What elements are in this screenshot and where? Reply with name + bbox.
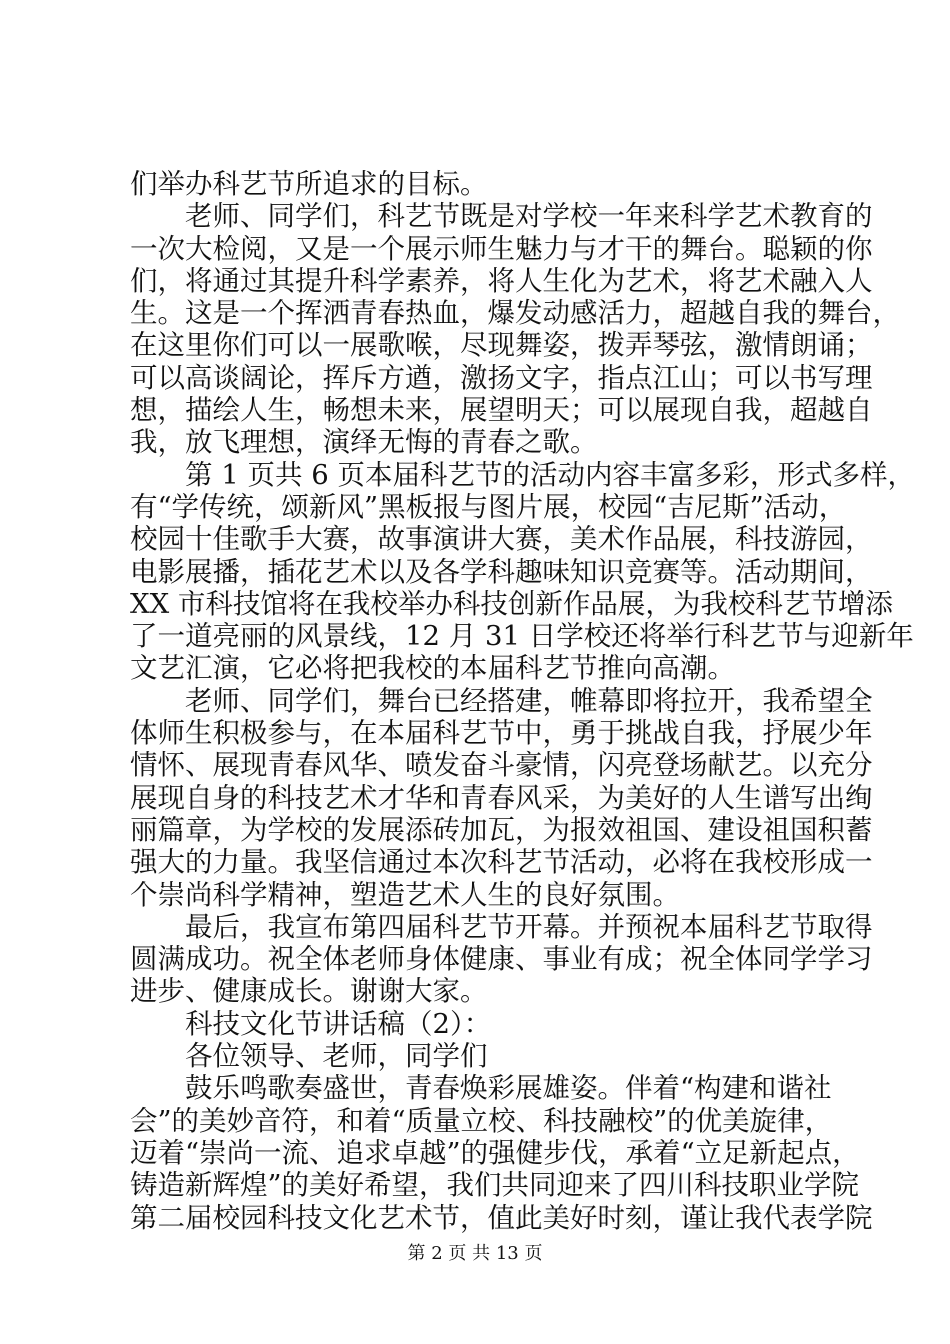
text-line: 了一道亮丽的风景线，12 月 31 日学校还将举行科艺节与迎新年 bbox=[130, 620, 914, 653]
text-line: 体师生积极参与，在本届科艺节中，勇于挑战自我，抒展少年 bbox=[130, 717, 873, 750]
text-line: 们举办科艺节所追求的目标。 bbox=[130, 168, 488, 200]
text-line: 可以高谈阔论，挥斥方遒，激扬文字，指点江山；可以书写理 bbox=[130, 361, 873, 394]
text-line: 有“学传统，颂新风”黑板报与图片展，校园“吉尼斯”活动， bbox=[130, 490, 847, 523]
text-line: 在这里你们可以一展歌喉，尽现舞姿，拨弄琴弦，激情朗诵； bbox=[130, 329, 873, 362]
text-line: 最后，我宣布第四届科艺节开幕。并预祝本届科艺节取得 bbox=[130, 910, 873, 943]
text-line: 会”的美妙音符，和着“质量立校、科技融校”的优美旋律， bbox=[130, 1104, 833, 1137]
text-line: 强大的力量。我坚信通过本次科艺节活动，必将在我校形成一 bbox=[130, 846, 873, 879]
text-line: 第二届校园科技文化艺术节，值此美好时刻，谨让我代表学院 bbox=[130, 1201, 873, 1234]
text-line: 想，描绘人生，畅想未来，展望明天；可以展现自我，超越自 bbox=[130, 394, 873, 427]
text-line: 生。这是一个挥洒青春热血，爆发动感活力，超越自我的舞台， bbox=[130, 297, 900, 330]
text-line: 老师、同学们，科艺节既是对学校一年来科学艺术教育的 bbox=[130, 200, 873, 233]
text-line: 丽篇章，为学校的发展添砖加瓦，为报效祖国、建设祖国积蓄 bbox=[130, 813, 873, 846]
text-line: 迈着“崇尚一流、追求卓越”的强健步伐，承着“立足新起点， bbox=[130, 1136, 860, 1169]
section-heading: 科技文化节讲话稿（2）： bbox=[130, 1007, 492, 1040]
text-line: 们，将通过其提升科学素养，将人生化为艺术，将艺术融入人 bbox=[130, 264, 873, 297]
text-line: 展现自身的科技艺术才华和青春风采，为美好的人生谱写出绚 bbox=[130, 781, 873, 814]
document-body bbox=[130, 168, 915, 1234]
text-line: 电影展播，插花艺术以及各学科趣味知识竞赛等。活动期间， bbox=[130, 555, 873, 588]
text-line: 老师、同学们，舞台已经搭建，帷幕即将拉开，我希望全 bbox=[130, 684, 873, 717]
text-line: 鼓乐鸣歌奏盛世，青春焕彩展雄姿。伴着“构建和谐社 bbox=[130, 1072, 832, 1105]
text-line: XX 市科技馆将在我校举办科技创新作品展，为我校科艺节增添 bbox=[130, 587, 893, 620]
text-line: 校园十佳歌手大赛，故事演讲大赛，美术作品展，科技游园， bbox=[130, 523, 873, 556]
text-line: 我，放飞理想，演绎无悔的青春之歌。 bbox=[130, 426, 598, 459]
text-line: 第 1 页共 6 页本届科艺节的活动内容丰富多彩，形式多样， bbox=[130, 458, 915, 491]
text-line: 铸造新辉煌”的美好希望，我们共同迎来了四川科技职业学院 bbox=[130, 1169, 860, 1202]
text-line: 一次大检阅，又是一个展示师生魅力与才干的舞台。聪颖的你 bbox=[130, 232, 873, 265]
text-line: 个崇尚科学精神，塑造艺术人生的良好氛围。 bbox=[130, 878, 680, 911]
text-line: 进步、健康成长。谢谢大家。 bbox=[130, 975, 488, 1008]
text-line: 情怀、展现青春风华、喷发奋斗豪情，闪亮登场献艺。以充分 bbox=[130, 749, 873, 782]
text-line: 圆满成功。祝全体老师身体健康、事业有成；祝全体同学学习 bbox=[130, 943, 873, 976]
page-footer: 第 2 页 共 13 页 bbox=[407, 1243, 543, 1264]
text-line: 文艺汇演，它必将把我校的本届科艺节推向高潮。 bbox=[130, 652, 735, 685]
salutation: 各位领导、老师，同学们 bbox=[130, 1040, 488, 1073]
